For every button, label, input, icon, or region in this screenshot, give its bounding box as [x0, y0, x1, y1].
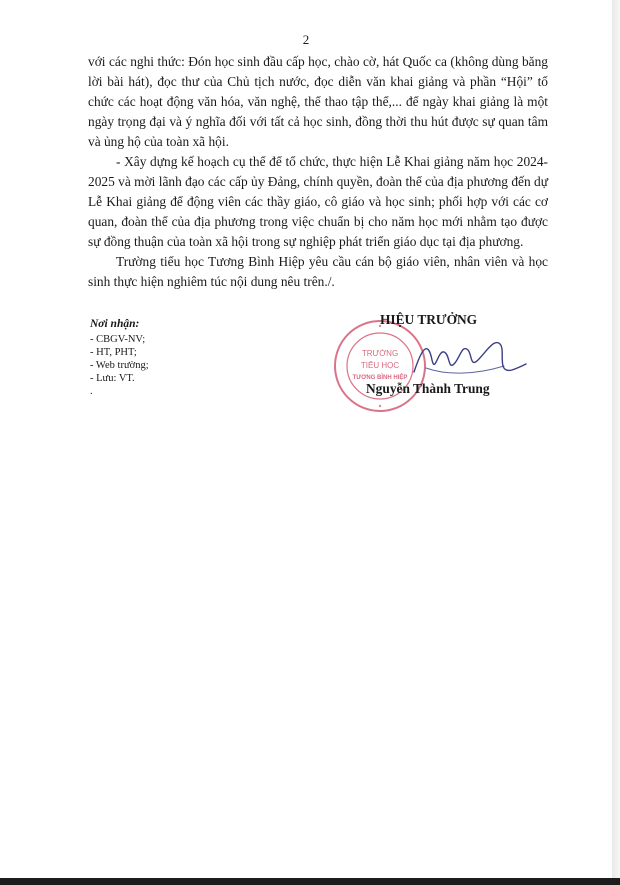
- svg-text:TƯƠNG BÌNH HIỆP: TƯƠNG BÌNH HIỆP: [352, 375, 408, 381]
- recipient-item: - Lưu: VT.: [90, 373, 135, 384]
- recipients-block: [90, 318, 250, 398]
- body-text: [88, 52, 548, 292]
- page-number: 2: [302, 32, 310, 47]
- paragraph-plan: - Xây dựng kế hoạch cụ thể để tổ chức, thực hiện Lễ Khai giảng năm học 2024-2025 và mời lãnh đạo các cấp ủy Đảng, chính quyền, đoàn thể của địa phương đến dự Lễ Khai giảng để động viên các thầy giáo, cô giáo và học sinh; phối hợp với các cơ quan, đoàn thể của địa phương trong việc chuẩn bị cho năm học mới nhằm tạo được sự đồng thuận của toàn xã hội trong sự nghiệp phát triển giáo dục tại địa phương.: [88, 154, 548, 249]
- recipients-heading: Nơi nhận:: [90, 318, 140, 330]
- svg-text:TIỂU HỌC: TIỂU HỌC: [360, 361, 400, 370]
- recipient-item: - Web trường;: [90, 360, 149, 371]
- svg-text:TRƯỜNG: TRƯỜNG: [361, 349, 399, 358]
- signer-title: HIỆU TRƯỞNG: [380, 312, 478, 327]
- recipient-item: - CBGV-NV;: [90, 334, 146, 345]
- recipient-item: .: [90, 386, 93, 397]
- recipient-item: - HT, PHT;: [90, 347, 137, 358]
- signer-name: Nguyễn Thành Trung: [366, 381, 490, 396]
- paragraph-request: Trường tiểu học Tương Bình Hiệp yêu cầu cán bộ giáo viên, nhân viên và học sinh thực hiện nghiêm túc nội dung nêu trên./.: [88, 254, 548, 289]
- page-edge-shadow: [612, 0, 620, 885]
- viewer-bottom-bar: [0, 878, 620, 885]
- paragraph-ceremony: với các nghi thức: Đón học sinh đầu cấp học, chào cờ, hát Quốc ca (không dùng băng lời bài hát), đọc thư của Chủ tịch nước, đọc diễn văn khai giảng và phần “Hội” tổ chức các hoạt động văn hóa, văn nghệ, thể thao tập thể,... để ngày khai giảng là một ngày trọng đại và ý nghĩa đối với tất cả học sinh, đồng thời thu hút được sự quan tâm và ủng hộ của toàn xã hội.: [88, 54, 548, 149]
